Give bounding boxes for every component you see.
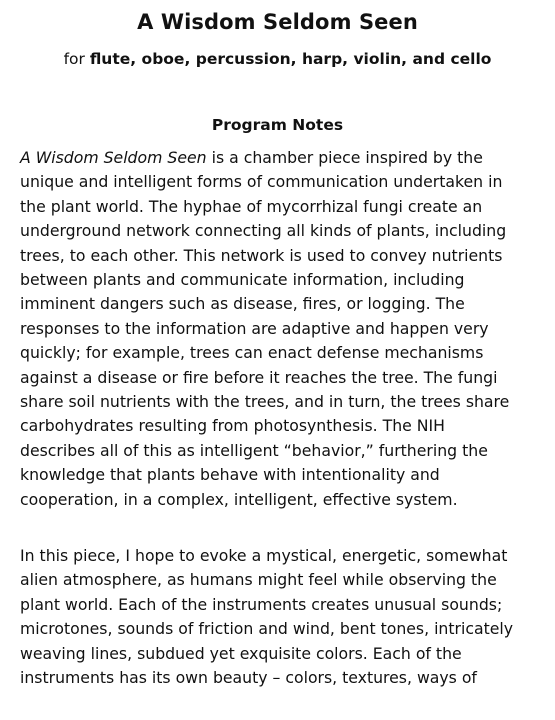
instrumentation-line (0, 50, 555, 68)
paragraph-line: the plant world. The hyphae of mycorrhizal fungi create an (20, 196, 483, 216)
paragraph-line: instruments has its own beauty – colors, textures, ways of (20, 668, 477, 688)
paragraph-line: responses to the information are adaptive and happen very (20, 318, 489, 338)
paragraph-line: microtones, sounds of friction and wind, bent tones, intricately (20, 619, 514, 639)
paragraph-line: imminent dangers such as disease, fires, or logging. The (20, 294, 465, 314)
line-text: is a chamber piece inspired by the (206, 148, 483, 167)
paragraph-line: knowledge that plants behave with intentionality and (20, 465, 440, 485)
instrumentation-list: flute, oboe, percussion, harp, violin, and cello (89, 50, 492, 68)
program-notes-heading: Program Notes (211, 116, 344, 134)
paragraph-line: unique and intelligent forms of communication undertaken in (20, 172, 503, 192)
paragraph-line: quickly; for example, trees can enact defense mechanisms (20, 343, 484, 363)
paragraph-line: carbohydrates resulting from photosynthesis. The NIH (20, 416, 445, 436)
paragraph-2 (20, 544, 545, 690)
paragraph-line: plant world. Each of the instruments creates unusual sounds; (20, 594, 503, 614)
italic-piece-title: A Wisdom Seldom Seen (20, 148, 207, 167)
paragraph-line: In this piece, I hope to evoke a mystical, energetic, somewhat (20, 546, 508, 565)
instrumentation-prefix: for (63, 50, 85, 68)
paragraph-line: underground network connecting all kinds of plants, including (20, 221, 507, 241)
paragraph-line: share soil nutrients with the trees, and in turn, the trees share (20, 392, 510, 412)
paragraph-line: trees, to each other. This network is used to convey nutrients (20, 245, 503, 265)
paragraph-line: alien atmosphere, as humans might feel while observing the (20, 570, 497, 590)
paragraph-line: weaving lines, subdued yet exquisite colors. Each of the (20, 643, 462, 663)
paragraph-1 (20, 146, 545, 512)
piece-title: A Wisdom Seldom Seen (137, 10, 418, 34)
paragraph-line: describes all of this as intelligent “behavior,” furthering the (20, 440, 488, 460)
paragraph-line: against a disease or fire before it reaches the tree. The fungi (20, 367, 498, 387)
paragraph-line: cooperation, in a complex, intelligent, effective system. (20, 489, 458, 509)
paragraph-line (20, 146, 545, 170)
paragraph-line: between plants and communicate information, including (20, 270, 465, 290)
